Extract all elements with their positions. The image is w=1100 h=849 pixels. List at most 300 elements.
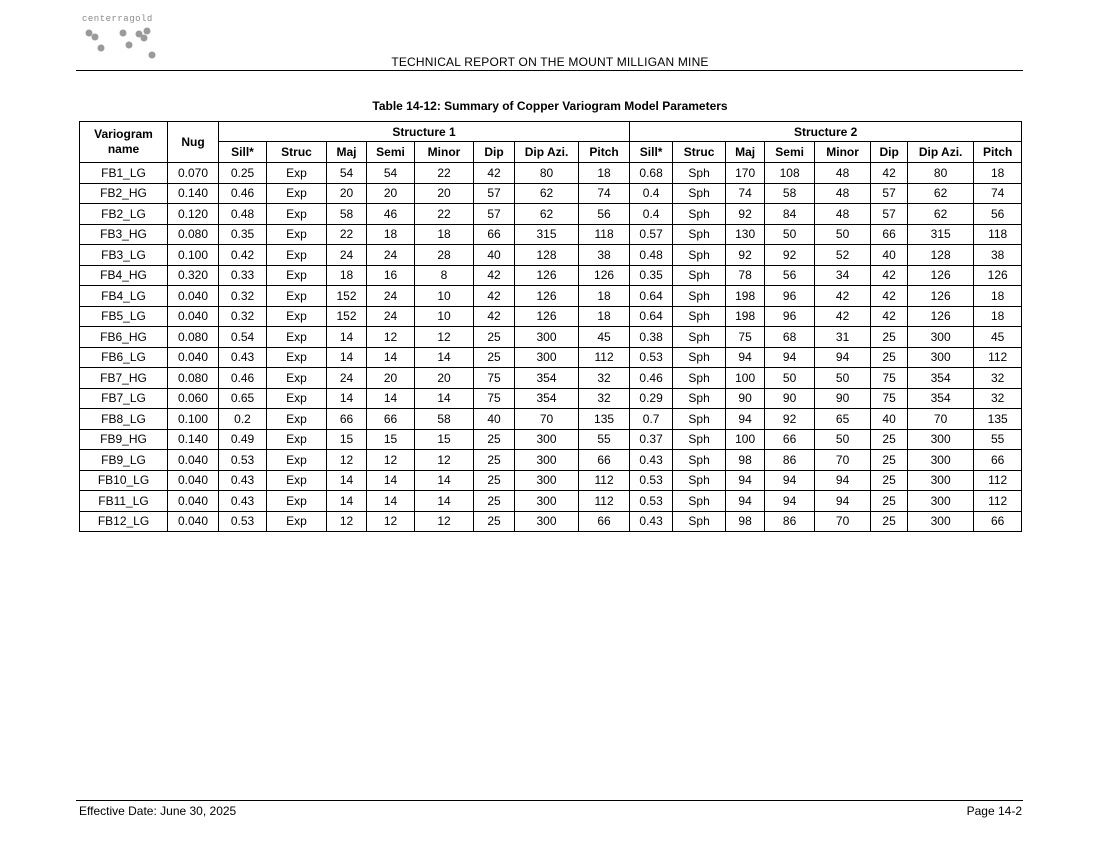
table-row bbox=[80, 224, 1022, 245]
table-cell: 0.080 bbox=[168, 368, 219, 389]
table-cell: 300 bbox=[515, 470, 579, 491]
table-cell: 135 bbox=[974, 409, 1022, 430]
table-cell: 25 bbox=[474, 429, 515, 450]
table-cell: 300 bbox=[908, 429, 974, 450]
table-cell: 126 bbox=[908, 286, 974, 307]
table-cell: Sph bbox=[673, 286, 726, 307]
table-cell: 12 bbox=[367, 327, 415, 348]
table-cell: 18 bbox=[974, 306, 1022, 327]
table-cell: 300 bbox=[515, 327, 579, 348]
table-cell: 14 bbox=[415, 491, 474, 512]
table-cell: 54 bbox=[327, 163, 367, 184]
table-cell: 0.53 bbox=[630, 470, 673, 491]
table-cell: 25 bbox=[871, 470, 908, 491]
table-cell: 40 bbox=[474, 245, 515, 266]
table-cell: Exp bbox=[267, 286, 327, 307]
header-structure-1: Structure 1 bbox=[219, 122, 630, 142]
table-cell: 92 bbox=[726, 245, 765, 266]
table-cell: Sph bbox=[673, 450, 726, 471]
table-cell: 118 bbox=[974, 224, 1022, 245]
table-cell: 112 bbox=[579, 491, 630, 512]
table-cell: 62 bbox=[908, 183, 974, 204]
table-cell: Sph bbox=[673, 429, 726, 450]
table-cell: 94 bbox=[815, 470, 871, 491]
table-cell: 15 bbox=[415, 429, 474, 450]
table-cell: 126 bbox=[515, 286, 579, 307]
table-cell: 66 bbox=[474, 224, 515, 245]
table-cell: 12 bbox=[327, 450, 367, 471]
table-cell: 0.38 bbox=[630, 327, 673, 348]
table-cell: Exp bbox=[267, 450, 327, 471]
table-cell: 0.57 bbox=[630, 224, 673, 245]
table-cell: 66 bbox=[367, 409, 415, 430]
table-cell: 14 bbox=[367, 388, 415, 409]
table-cell: 31 bbox=[815, 327, 871, 348]
table-cell: 18 bbox=[367, 224, 415, 245]
table-cell: 12 bbox=[327, 511, 367, 532]
table-cell: Sph bbox=[673, 368, 726, 389]
table-cell: 22 bbox=[415, 204, 474, 225]
table-cell: 66 bbox=[871, 224, 908, 245]
table-cell: 112 bbox=[974, 491, 1022, 512]
table-cell: 300 bbox=[908, 470, 974, 491]
variogram-name-cell: FB12_LG bbox=[80, 511, 168, 532]
table-cell: 152 bbox=[327, 286, 367, 307]
sub-header-cell: Minor bbox=[415, 142, 474, 163]
table-cell: 0.060 bbox=[168, 388, 219, 409]
table-cell: 48 bbox=[815, 163, 871, 184]
table-cell: 25 bbox=[474, 511, 515, 532]
table-cell: 57 bbox=[871, 183, 908, 204]
table-cell: 56 bbox=[974, 204, 1022, 225]
variogram-name-cell: FB8_LG bbox=[80, 409, 168, 430]
table-cell: 24 bbox=[367, 286, 415, 307]
table-row bbox=[80, 347, 1022, 368]
table-cell: 75 bbox=[871, 368, 908, 389]
table-cell: 20 bbox=[415, 368, 474, 389]
table-body bbox=[80, 163, 1022, 532]
table-row bbox=[80, 327, 1022, 348]
table-cell: 0.120 bbox=[168, 204, 219, 225]
variogram-name-cell: FB9_HG bbox=[80, 429, 168, 450]
table-cell: 48 bbox=[815, 204, 871, 225]
table-cell: 354 bbox=[908, 368, 974, 389]
table-cell: 0.080 bbox=[168, 327, 219, 348]
sub-header-cell: Dip bbox=[871, 142, 908, 163]
table-cell: 126 bbox=[579, 265, 630, 286]
table-cell: 42 bbox=[815, 286, 871, 307]
table-cell: 18 bbox=[579, 163, 630, 184]
table-cell: Sph bbox=[673, 511, 726, 532]
table-cell: 25 bbox=[474, 450, 515, 471]
table-cell: 42 bbox=[871, 286, 908, 307]
table-cell: Sph bbox=[673, 470, 726, 491]
table-cell: Exp bbox=[267, 368, 327, 389]
table-cell: Exp bbox=[267, 224, 327, 245]
table-cell: 135 bbox=[579, 409, 630, 430]
table-cell: 25 bbox=[474, 491, 515, 512]
table-row bbox=[80, 511, 1022, 532]
variogram-name-cell: FB9_LG bbox=[80, 450, 168, 471]
table-cell: 0.100 bbox=[168, 409, 219, 430]
table-row bbox=[80, 245, 1022, 266]
table-cell: 18 bbox=[327, 265, 367, 286]
variogram-table bbox=[79, 121, 1022, 532]
table-title: Table 14-12: Summary of Copper Variogram Model Parameters bbox=[372, 99, 728, 113]
table-cell: 0.320 bbox=[168, 265, 219, 286]
table-cell: 126 bbox=[974, 265, 1022, 286]
table-cell: Sph bbox=[673, 409, 726, 430]
table-cell: 0.68 bbox=[630, 163, 673, 184]
table-cell: 38 bbox=[974, 245, 1022, 266]
table-cell: 94 bbox=[765, 491, 815, 512]
table-cell: 48 bbox=[815, 183, 871, 204]
table-cell: Exp bbox=[267, 306, 327, 327]
table-cell: 0.35 bbox=[219, 224, 267, 245]
sub-header-cell: Dip bbox=[474, 142, 515, 163]
table-cell: 57 bbox=[871, 204, 908, 225]
table-cell: 58 bbox=[327, 204, 367, 225]
variogram-name-cell: FB3_LG bbox=[80, 245, 168, 266]
table-cell: 315 bbox=[515, 224, 579, 245]
table-cell: 170 bbox=[726, 163, 765, 184]
table-cell: 14 bbox=[415, 470, 474, 491]
sub-header-cell: Sill* bbox=[630, 142, 673, 163]
table-cell: 300 bbox=[515, 511, 579, 532]
table-cell: 20 bbox=[367, 183, 415, 204]
table-cell: 58 bbox=[765, 183, 815, 204]
table-row bbox=[80, 388, 1022, 409]
table-cell: 0.040 bbox=[168, 347, 219, 368]
table-cell: 0.48 bbox=[219, 204, 267, 225]
table-cell: 62 bbox=[515, 183, 579, 204]
table-cell: 16 bbox=[367, 265, 415, 286]
table-cell: 28 bbox=[415, 245, 474, 266]
table-row bbox=[80, 491, 1022, 512]
table-cell: 75 bbox=[871, 388, 908, 409]
table-cell: 14 bbox=[327, 388, 367, 409]
sub-header-cell: Semi bbox=[765, 142, 815, 163]
table-cell: 90 bbox=[765, 388, 815, 409]
table-cell: 354 bbox=[515, 368, 579, 389]
table-cell: 25 bbox=[871, 450, 908, 471]
variogram-name-cell: FB1_LG bbox=[80, 163, 168, 184]
table-cell: 86 bbox=[765, 450, 815, 471]
table-cell: 0.070 bbox=[168, 163, 219, 184]
table-cell: 92 bbox=[765, 409, 815, 430]
table-cell: 42 bbox=[871, 163, 908, 184]
table-cell: 20 bbox=[367, 368, 415, 389]
table-cell: 300 bbox=[908, 491, 974, 512]
table-row bbox=[80, 368, 1022, 389]
table-cell: 0.43 bbox=[219, 470, 267, 491]
table-cell: 46 bbox=[367, 204, 415, 225]
table-cell: 14 bbox=[367, 470, 415, 491]
table-cell: 300 bbox=[515, 347, 579, 368]
header-divider bbox=[76, 70, 1023, 71]
table-cell: 92 bbox=[765, 245, 815, 266]
table-cell: 66 bbox=[765, 429, 815, 450]
table-cell: 112 bbox=[579, 347, 630, 368]
table-cell: 14 bbox=[367, 491, 415, 512]
table-cell: 126 bbox=[908, 306, 974, 327]
table-cell: 70 bbox=[815, 450, 871, 471]
table-cell: 74 bbox=[579, 183, 630, 204]
table-cell: 14 bbox=[327, 347, 367, 368]
table-cell: 0.53 bbox=[219, 450, 267, 471]
table-cell: 68 bbox=[765, 327, 815, 348]
table-cell: 0.54 bbox=[219, 327, 267, 348]
table-cell: 315 bbox=[908, 224, 974, 245]
table-cell: Exp bbox=[267, 265, 327, 286]
table-cell: 86 bbox=[765, 511, 815, 532]
table-cell: 94 bbox=[815, 347, 871, 368]
table-cell: 300 bbox=[908, 450, 974, 471]
logo-wordmark: centerragold bbox=[82, 14, 153, 24]
table-cell: 18 bbox=[579, 286, 630, 307]
table-cell: 0.2 bbox=[219, 409, 267, 430]
table-cell: 55 bbox=[579, 429, 630, 450]
table-cell: 0.040 bbox=[168, 306, 219, 327]
table-cell: 50 bbox=[765, 368, 815, 389]
table-row bbox=[80, 306, 1022, 327]
table-cell: 62 bbox=[515, 204, 579, 225]
table-cell: 40 bbox=[474, 409, 515, 430]
variogram-name-cell: FB7_HG bbox=[80, 368, 168, 389]
sub-header-cell: Struc bbox=[267, 142, 327, 163]
variogram-name-cell: FB4_LG bbox=[80, 286, 168, 307]
table-cell: 0.4 bbox=[630, 204, 673, 225]
table-cell: 0.43 bbox=[219, 347, 267, 368]
table-cell: 0.37 bbox=[630, 429, 673, 450]
table-cell: Exp bbox=[267, 491, 327, 512]
table-cell: 100 bbox=[726, 368, 765, 389]
table-cell: 12 bbox=[415, 450, 474, 471]
sub-header-cell: Pitch bbox=[974, 142, 1022, 163]
header-nug: Nug bbox=[168, 122, 219, 163]
table-cell: 0.43 bbox=[630, 450, 673, 471]
table-cell: 18 bbox=[974, 286, 1022, 307]
sub-header-row bbox=[80, 142, 1022, 163]
table-row bbox=[80, 286, 1022, 307]
table-cell: 0.140 bbox=[168, 429, 219, 450]
table-cell: 100 bbox=[726, 429, 765, 450]
table-row bbox=[80, 183, 1022, 204]
table-cell: 65 bbox=[815, 409, 871, 430]
table-cell: 10 bbox=[415, 286, 474, 307]
table-cell: 300 bbox=[515, 450, 579, 471]
variogram-name-cell: FB2_HG bbox=[80, 183, 168, 204]
table-cell: 0.7 bbox=[630, 409, 673, 430]
table-cell: 75 bbox=[474, 388, 515, 409]
table-cell: 14 bbox=[415, 388, 474, 409]
table-cell: 66 bbox=[327, 409, 367, 430]
table-cell: 74 bbox=[726, 183, 765, 204]
table-cell: 15 bbox=[327, 429, 367, 450]
table-cell: 300 bbox=[515, 491, 579, 512]
table-cell: 98 bbox=[726, 511, 765, 532]
table-cell: 80 bbox=[515, 163, 579, 184]
table-cell: 0.53 bbox=[630, 491, 673, 512]
table-cell: Sph bbox=[673, 491, 726, 512]
header-structure-2: Structure 2 bbox=[630, 122, 1022, 142]
table-cell: Sph bbox=[673, 327, 726, 348]
table-cell: 94 bbox=[765, 347, 815, 368]
table-row bbox=[80, 265, 1022, 286]
table-cell: 15 bbox=[367, 429, 415, 450]
table-cell: 300 bbox=[515, 429, 579, 450]
table-cell: 0.040 bbox=[168, 470, 219, 491]
sub-header-cell: Struc bbox=[673, 142, 726, 163]
table-cell: 0.64 bbox=[630, 306, 673, 327]
table-cell: 12 bbox=[415, 511, 474, 532]
table-cell: 75 bbox=[474, 368, 515, 389]
table-cell: 34 bbox=[815, 265, 871, 286]
table-cell: Exp bbox=[267, 429, 327, 450]
table-cell: 32 bbox=[579, 388, 630, 409]
table-row bbox=[80, 409, 1022, 430]
table-cell: 90 bbox=[815, 388, 871, 409]
table-cell: 112 bbox=[579, 470, 630, 491]
table-cell: 14 bbox=[327, 327, 367, 348]
table-cell: 25 bbox=[871, 511, 908, 532]
table-cell: 70 bbox=[908, 409, 974, 430]
table-cell: 0.49 bbox=[219, 429, 267, 450]
page-number: Page 14-2 bbox=[966, 804, 1022, 818]
table-cell: 57 bbox=[474, 183, 515, 204]
table-cell: Exp bbox=[267, 470, 327, 491]
table-cell: 55 bbox=[974, 429, 1022, 450]
table-cell: 57 bbox=[474, 204, 515, 225]
table-cell: 70 bbox=[815, 511, 871, 532]
table-cell: 96 bbox=[765, 286, 815, 307]
table-cell: 354 bbox=[515, 388, 579, 409]
header-variogram-name: Variogram name bbox=[80, 122, 168, 163]
table-cell: 14 bbox=[327, 470, 367, 491]
table-cell: 32 bbox=[974, 388, 1022, 409]
table-cell: 126 bbox=[515, 265, 579, 286]
table-cell: 126 bbox=[515, 306, 579, 327]
table-cell: 0.040 bbox=[168, 286, 219, 307]
table-cell: 0.33 bbox=[219, 265, 267, 286]
table-cell: 0.65 bbox=[219, 388, 267, 409]
table-cell: 18 bbox=[579, 306, 630, 327]
table-cell: 0.46 bbox=[630, 368, 673, 389]
table-cell: 0.32 bbox=[219, 306, 267, 327]
table-cell: 32 bbox=[974, 368, 1022, 389]
table-cell: 24 bbox=[367, 306, 415, 327]
table-cell: 0.43 bbox=[630, 511, 673, 532]
table-cell: 94 bbox=[726, 470, 765, 491]
table-cell: 24 bbox=[327, 368, 367, 389]
table-cell: 152 bbox=[327, 306, 367, 327]
table-cell: Sph bbox=[673, 245, 726, 266]
table-cell: 0.140 bbox=[168, 183, 219, 204]
sub-header-cell: Pitch bbox=[579, 142, 630, 163]
table-cell: 50 bbox=[815, 368, 871, 389]
table-cell: 20 bbox=[327, 183, 367, 204]
table-cell: Exp bbox=[267, 183, 327, 204]
table-cell: Exp bbox=[267, 245, 327, 266]
table-cell: Exp bbox=[267, 163, 327, 184]
table-cell: 78 bbox=[726, 265, 765, 286]
table-cell: Sph bbox=[673, 183, 726, 204]
table-cell: 12 bbox=[415, 327, 474, 348]
variogram-name-cell: FB4_HG bbox=[80, 265, 168, 286]
table-row bbox=[80, 163, 1022, 184]
variogram-name-cell: FB3_HG bbox=[80, 224, 168, 245]
table-cell: 58 bbox=[415, 409, 474, 430]
table-cell: 22 bbox=[415, 163, 474, 184]
table-cell: 10 bbox=[415, 306, 474, 327]
table-cell: 112 bbox=[974, 470, 1022, 491]
table-cell: 66 bbox=[974, 450, 1022, 471]
footer-divider bbox=[76, 800, 1023, 801]
sub-header-cell: Maj bbox=[726, 142, 765, 163]
table-cell: 56 bbox=[765, 265, 815, 286]
variogram-name-cell: FB11_LG bbox=[80, 491, 168, 512]
table-cell: Exp bbox=[267, 409, 327, 430]
table-cell: Sph bbox=[673, 224, 726, 245]
table-cell: 24 bbox=[327, 245, 367, 266]
variogram-name-cell: FB7_LG bbox=[80, 388, 168, 409]
table-cell: 25 bbox=[474, 327, 515, 348]
table-cell: 0.040 bbox=[168, 450, 219, 471]
table-cell: 94 bbox=[726, 491, 765, 512]
table-cell: 25 bbox=[474, 470, 515, 491]
table-cell: Exp bbox=[267, 388, 327, 409]
table-cell: 24 bbox=[367, 245, 415, 266]
table-cell: 300 bbox=[908, 327, 974, 348]
table-cell: 198 bbox=[726, 306, 765, 327]
table-cell: 50 bbox=[815, 224, 871, 245]
table-cell: 0.46 bbox=[219, 183, 267, 204]
table-cell: 0.100 bbox=[168, 245, 219, 266]
table-cell: 0.4 bbox=[630, 183, 673, 204]
table-cell: 0.43 bbox=[219, 491, 267, 512]
table-cell: 128 bbox=[908, 245, 974, 266]
variogram-name-cell: FB5_LG bbox=[80, 306, 168, 327]
table-cell: 0.29 bbox=[630, 388, 673, 409]
table-cell: 75 bbox=[726, 327, 765, 348]
table-cell: Exp bbox=[267, 204, 327, 225]
table-cell: Sph bbox=[673, 347, 726, 368]
table-cell: 42 bbox=[815, 306, 871, 327]
effective-date: Effective Date: June 30, 2025 bbox=[79, 804, 237, 818]
table-cell: 42 bbox=[871, 265, 908, 286]
table-cell: 98 bbox=[726, 450, 765, 471]
table-cell: 74 bbox=[974, 183, 1022, 204]
sub-header-cell: Dip Azi. bbox=[908, 142, 974, 163]
table-cell: 8 bbox=[415, 265, 474, 286]
table-cell: 0.040 bbox=[168, 491, 219, 512]
table-cell: 94 bbox=[726, 409, 765, 430]
table-cell: 0.42 bbox=[219, 245, 267, 266]
table-cell: 56 bbox=[579, 204, 630, 225]
table-cell: 354 bbox=[908, 388, 974, 409]
table-cell: 0.25 bbox=[219, 163, 267, 184]
table-cell: 25 bbox=[871, 491, 908, 512]
table-cell: 14 bbox=[327, 491, 367, 512]
table-cell: 92 bbox=[726, 204, 765, 225]
table-cell: Sph bbox=[673, 388, 726, 409]
table-cell: 0.080 bbox=[168, 224, 219, 245]
table-cell: 80 bbox=[908, 163, 974, 184]
table-cell: 45 bbox=[974, 327, 1022, 348]
table-cell: 84 bbox=[765, 204, 815, 225]
table-cell: 0.32 bbox=[219, 286, 267, 307]
table-cell: 42 bbox=[474, 163, 515, 184]
